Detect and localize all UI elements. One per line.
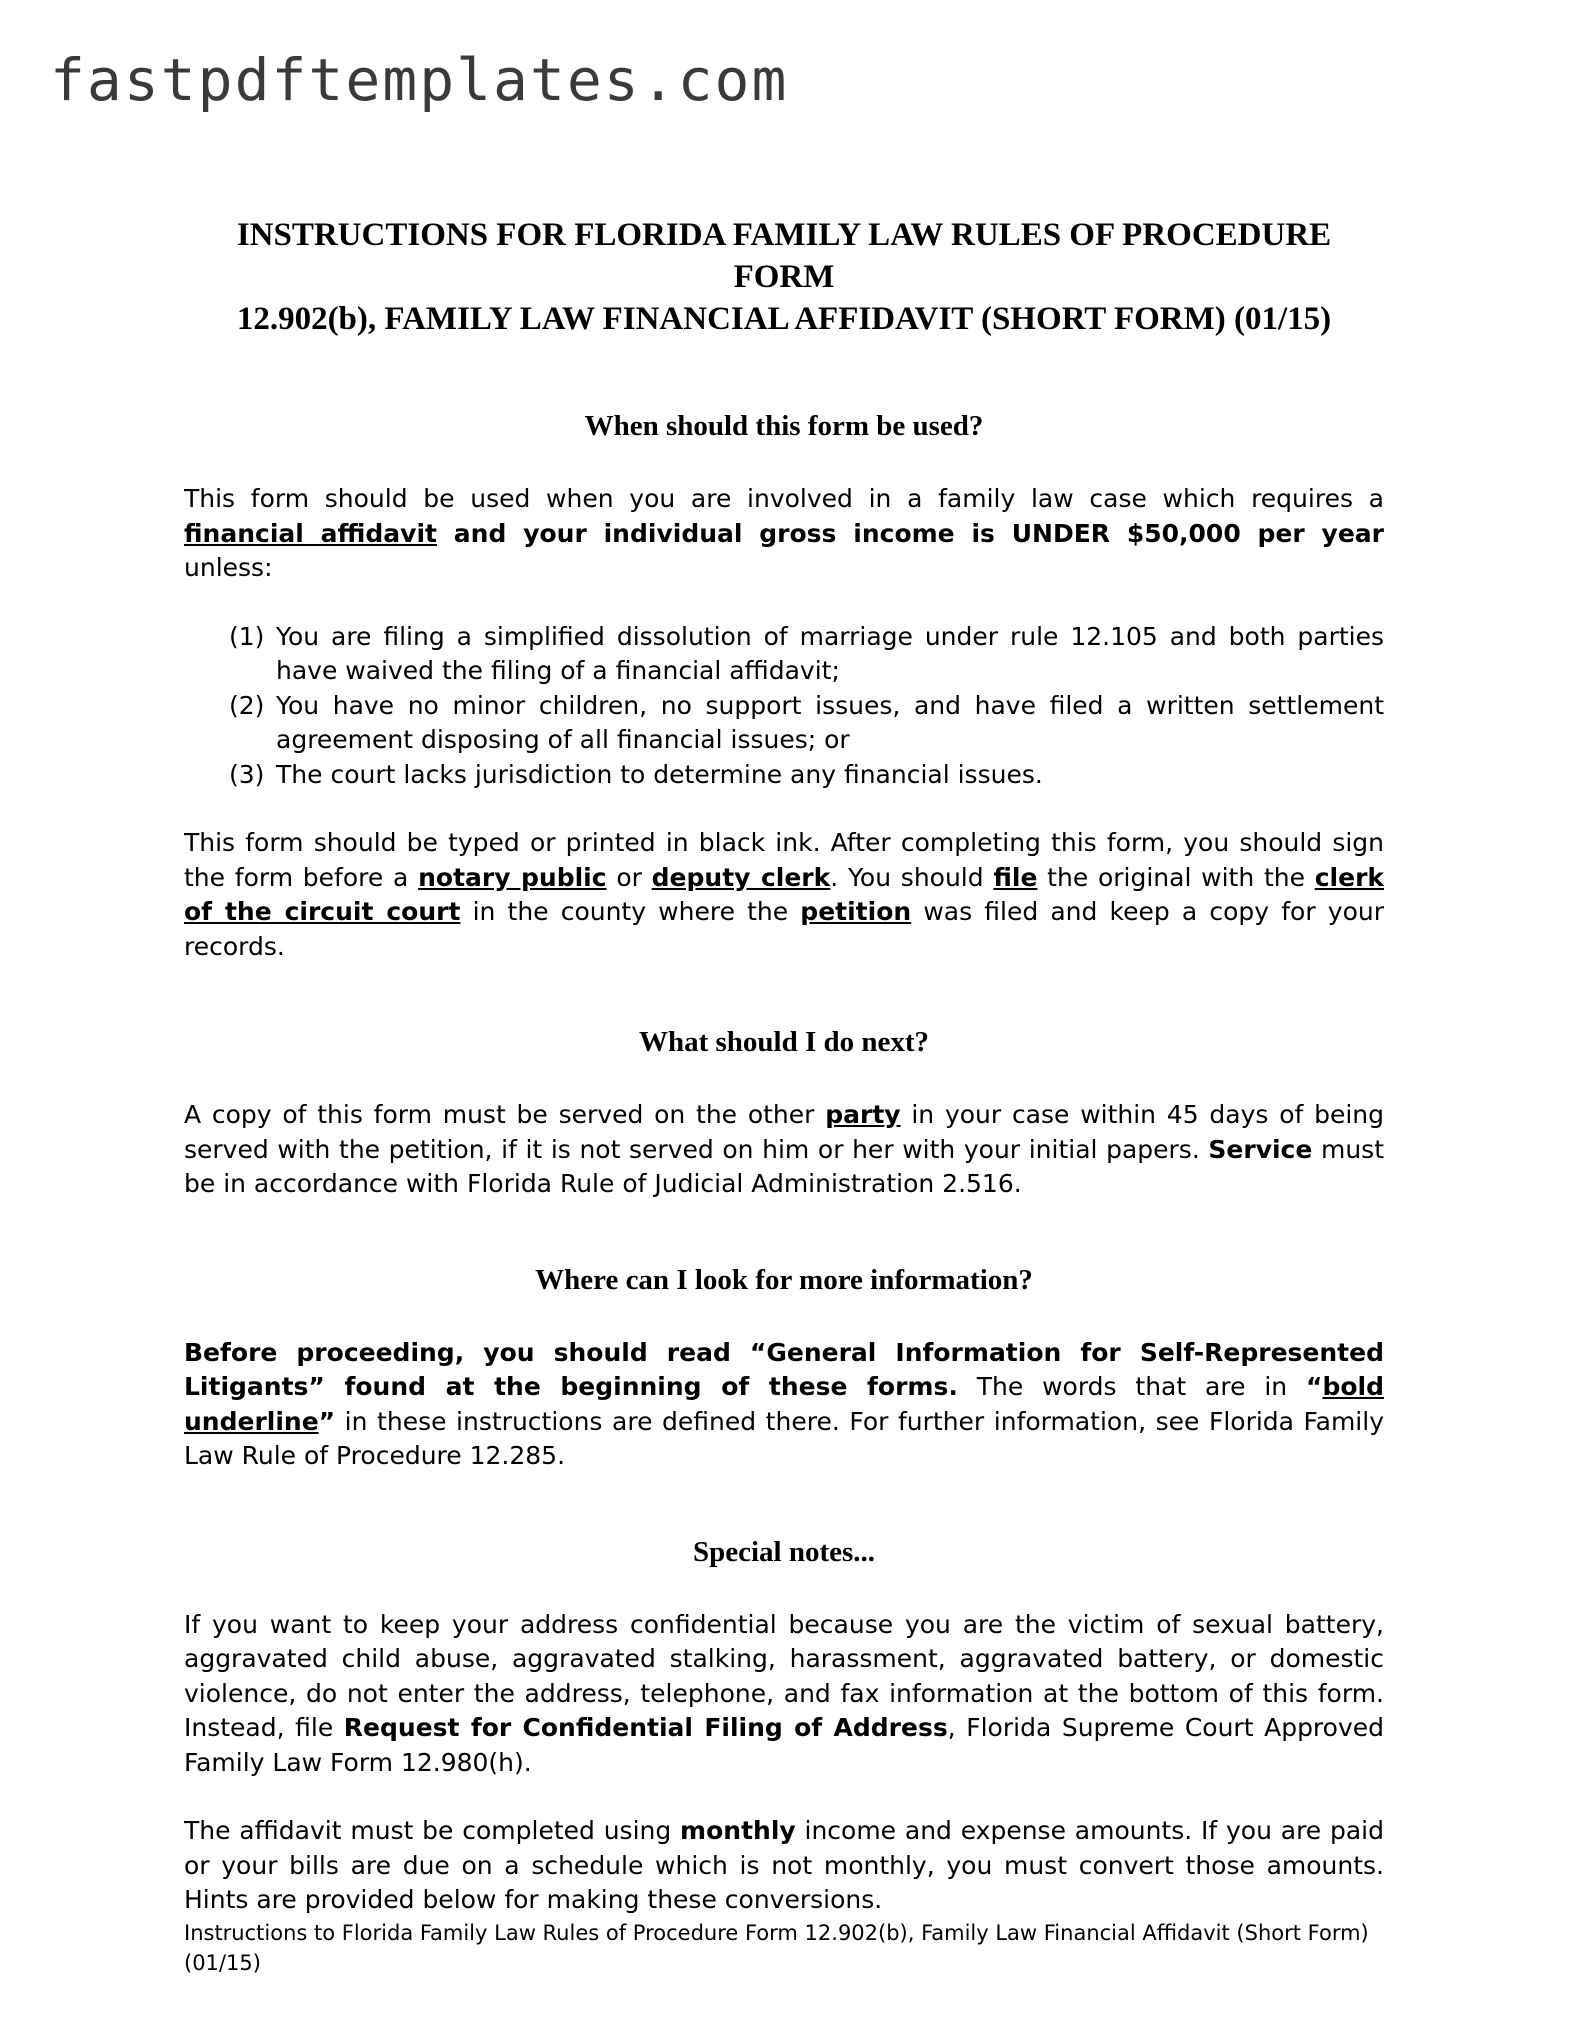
- confidential-paragraph: If you want to keep your address confidential because you are the victim of sexual battery, aggravated child abuse, aggravated stalking, harassment, aggravated battery, or domestic violence, do not enter the address, telephone, and fax information at the bottom of this form. Instead, file Request for Confidential Filing of Address, Florida Supreme Court Approved Family Law Form 12.980(h).: [184, 1609, 1385, 1777]
- heading-more-info: Where can I look for more information?: [535, 1263, 1033, 1296]
- list-item: (3) The court lacks jurisdiction to determine any financial issues.: [229, 759, 1043, 789]
- list-item: (1) You are filing a simplified dissolution of marriage under rule 12.105 and both parties have waived the filing of a financial affidavit;: [229, 621, 1384, 685]
- term-petition: petition: [800, 897, 912, 926]
- document-title: [184, 214, 1384, 340]
- page-footer: Instructions to Florida Family Law Rules of Procedure Form 12.902(b), Family Law Financial Affidavit (Short Form) (01/15): [184, 1920, 1369, 1975]
- term-notary-public: notary public: [418, 862, 607, 892]
- watermark: fastpdftemplates.com: [50, 46, 789, 114]
- document-body: [184, 214, 1384, 1978]
- exceptions-list: [184, 620, 1384, 793]
- monthly-paragraph: The affidavit must be completed using monthly income and expense amounts. If you are paid or your bills are due on a schedule which is not monthly, you must convert those amounts. Hints are provided below for making these conversions.: [184, 1816, 1384, 1914]
- term-deputy-clerk: deputy clerk: [651, 862, 831, 892]
- list-item: (2) You have no minor children, no support issues, and have filed a written settlement agreement disposing of all financial issues; or: [229, 690, 1384, 754]
- term-clerk-circuit-court: clerk of the circuit court: [184, 862, 1385, 926]
- intro-paragraph: This form should be used when you are involved in a family law case which requires a financial affidavit and your individual gross income is UNDER $50,000 per year unless:: [184, 484, 1384, 582]
- heading-when-used: When should this form be used?: [584, 410, 984, 442]
- term-bold-underline: bold underline: [184, 1372, 1384, 1436]
- term-financial-affidavit: financial affidavit: [184, 518, 437, 548]
- title-line-2: 12.902(b), FAMILY LAW FINANCIAL AFFIDAVIT (SHORT FORM) (01/15): [236, 301, 1332, 337]
- term-party: party: [825, 1100, 901, 1129]
- form-name-confidential-address: Request for Confidential Filing of Address: [343, 1713, 948, 1742]
- title-line-1: INSTRUCTIONS FOR FLORIDA FAMILY LAW RULES OF PROCEDURE FORM: [236, 217, 1332, 295]
- info-paragraph: Before proceeding, you should read “General Information for Self-Represented Litigants” found at the beginning of these forms. The words that are in “bold underline” in these instructions are defined there. For further information, see Florida Family Law Rule of Procedure 12.285.: [184, 1337, 1384, 1470]
- heading-special-notes: Special notes...: [692, 1535, 876, 1568]
- filing-paragraph: This form should be typed or printed in black ink. After completing this form, you should sign the form before a notary public or deputy clerk. You should file the original with the clerk of the circuit court in the county where the petition was filed and keep a copy for your records.: [184, 828, 1385, 961]
- heading-what-next: What should I do next?: [638, 1026, 930, 1058]
- term-file: file: [993, 862, 1038, 892]
- service-paragraph: A copy of this form must be served on the other party in your case within 45 days of being served with the petition, if it is not served on him or her with your initial papers. Service must be in accordance with Florida Rule of Judicial Administration 2.516.: [184, 1100, 1384, 1198]
